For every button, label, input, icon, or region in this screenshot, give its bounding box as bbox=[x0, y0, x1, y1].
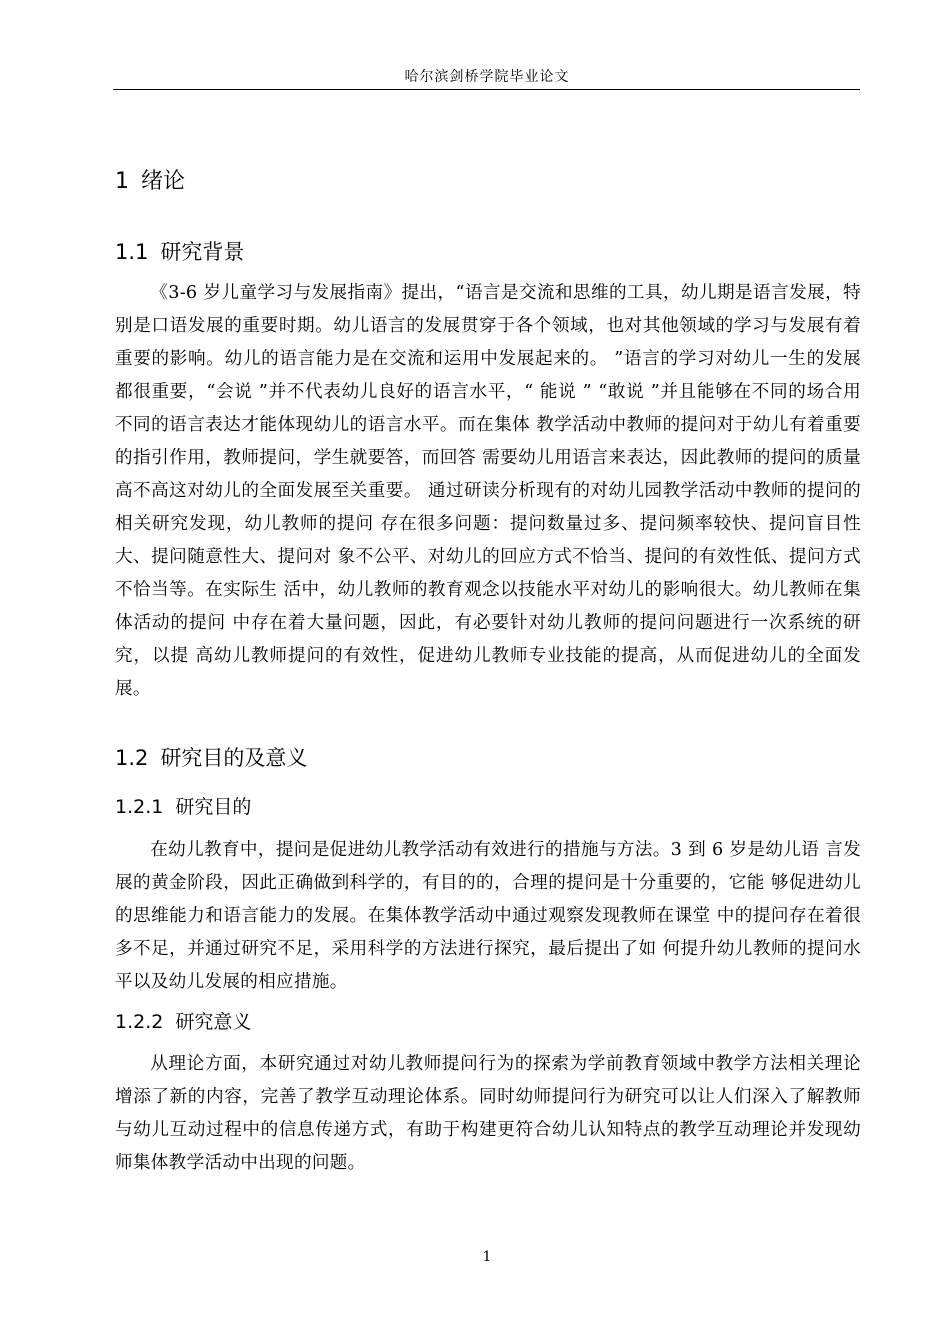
running-header: 哈尔滨剑桥学院毕业论文 bbox=[404, 69, 570, 85]
section-heading-aim bbox=[115, 742, 307, 772]
chapter-number: 1 bbox=[115, 169, 129, 194]
significance-paragraph: 从理论方面，本研究通过对幼儿教师提问行为的探索为学前教育领域中教学方法相关理论增添了新的内容，完善了教学互动理论体系。同时幼师提问行为研究可以让人们深入了解教师与幼儿互动过程中的信息传递方式，有助于构建更符合幼儿认知特点的教学互动理论并发现幼师集体教学活动中出现的问题。 bbox=[115, 1054, 861, 1173]
subsection-title: 研究目的 bbox=[175, 796, 252, 818]
section-title: 研究目的及意义 bbox=[160, 746, 308, 770]
subsection-heading-goal bbox=[115, 792, 251, 819]
chapter-heading bbox=[115, 164, 185, 195]
section-heading-background bbox=[115, 236, 244, 266]
subsection-number: 1.2.2 bbox=[115, 1011, 164, 1033]
subsection-number: 1.2.1 bbox=[115, 796, 164, 818]
section-number: 1.1 bbox=[115, 240, 149, 264]
background-paragraph: 《3-6 岁儿童学习与发展指南》提出，“语言是交流和思维的工具，幼儿期是语言发展，特别是口语发展的重要时期。幼儿语言的发展贯穿于各个领域，也对其他领域的学习与发展有着重要的影响。幼儿的语言能力是在交流和运用中发展起来的。 ”语言的学习对幼儿一生的发展都很重要，“会说 ”并不代表幼儿良好的语言水平，“ 能说 ” “敢说 ”并且能够在不同的场合用不同的语言表达才能体现幼儿的语言水平。而在集体 教学活动中教师的提问对于幼儿有着重要的指引作用，教师提问，学生就要答，而回答 需要幼儿用语言来表达，因此教师的提问的质量高不高这对幼儿的全面发展至关重要。 通过研读分析现有的对幼儿园教学活动中教师的提问的相关研究发现，幼儿教师的提问 存在很多问题：提问数量过多、提问频率较快、提问盲目性大、提问随意性大、提问对 象不公平、对幼儿的回应方式不恰当、提问的有效性低、提问方式不恰当等。在实际生 活中，幼儿教师的教育观念以技能水平对幼儿的影响很大。幼儿教师在集体活动的提问 中存在着大量问题，因此，有必要针对幼儿教师的提问问题进行一次系统的研究，以提 高幼儿教师提问的有效性，促进幼儿教师专业技能的提高，从而促进幼儿的全面发展。 bbox=[115, 283, 861, 699]
subsection-heading-significance bbox=[115, 1007, 251, 1034]
subsection-title: 研究意义 bbox=[175, 1011, 252, 1033]
goal-paragraph: 在幼儿教育中，提问是促进幼儿教学活动有效进行的措施与方法。3 到 6 岁是幼儿语 言发展的黄金阶段，因此正确做到科学的，有目的的，合理的提问是十分重要的，它能 够促进幼儿的思维能力和语言能力的发展。在集体教学活动中通过观察发现教师在课堂 中的提问存在着很多不足，并通过研究不足，采用科学的方法进行探究，最后提出了如 何提升幼儿教师的提问水平以及幼儿发展的相应措施。 bbox=[115, 840, 861, 992]
page-number: 1 bbox=[482, 1249, 492, 1265]
section-title: 研究背景 bbox=[160, 240, 245, 264]
chapter-title: 绪论 bbox=[141, 169, 186, 194]
header-divider bbox=[113, 89, 860, 90]
section-number: 1.2 bbox=[115, 746, 149, 770]
